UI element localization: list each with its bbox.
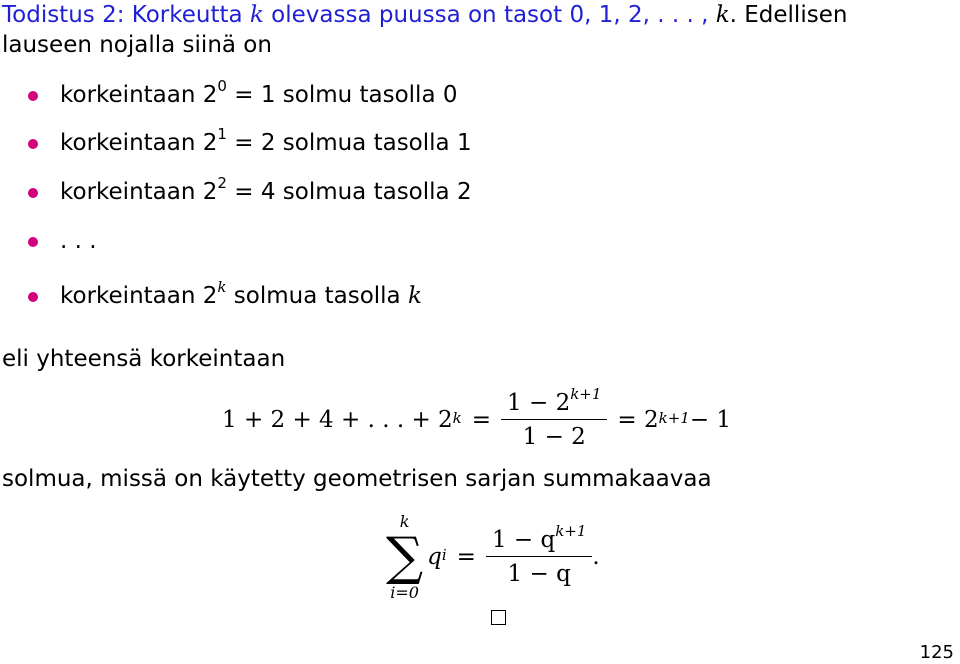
- intro-text-2: olevassa puussa on tasot 0, 1, 2, . . . ,: [271, 2, 709, 28]
- geometric-series-text: solmua, missä on käytetty geometrisen sarjan summakaavaa: [2, 466, 712, 492]
- sum-lower: i=0: [390, 583, 419, 602]
- var-k-end: k: [715, 2, 730, 28]
- intro-text-3: . Edellisen: [729, 2, 848, 28]
- bullet-icon: [28, 292, 38, 302]
- equation-sum: 1 + 2 + 4 + . . . + 2 $^k$ = $\frac{1 - 2^{k+1}}{1 - 2}$ = 2 $^{k+1}$ − 1: [222, 385, 732, 450]
- bullet-icon: [28, 139, 38, 149]
- bullet-item-2: korkeintaan $2^1 = 2$ solmua tasolla 1: [60, 125, 472, 156]
- qed-icon: [491, 610, 506, 625]
- intro-text-1: Korkeutta: [131, 2, 243, 28]
- sigma-icon: ∑: [386, 527, 424, 587]
- page-number: 125: [919, 642, 954, 663]
- bullet-icon: [28, 91, 38, 101]
- equation-geometric: k ∑ i=0 q $^i$ = $\frac{1 - q^{k+1}}{1 - q}$ .: [386, 512, 600, 602]
- proof-label: Todistus 2:: [2, 2, 125, 28]
- bullet-item-3: korkeintaan $2^2 = 4$ solmua tasolla 2: [60, 174, 472, 205]
- fraction: $\frac{1 - 2^{k+1}}{1 - 2}$: [501, 390, 607, 450]
- bullet-icon: [28, 188, 38, 198]
- fraction: $\frac{1 - q^{k+1}}{1 - q}$: [486, 527, 592, 587]
- total-text: eli yhteensä korkeintaan: [2, 346, 286, 372]
- bullet-item-5: korkeintaan 2$^k$ solmua tasolla k: [60, 278, 422, 309]
- var-k: k: [249, 2, 264, 28]
- intro-line-2: lauseen nojalla siinä on: [2, 32, 272, 58]
- bullet-item-1: korkeintaan $2^0 = 1$ solmu tasolla 0: [60, 77, 458, 108]
- bullet-icon: [28, 237, 38, 247]
- sum-upper: k: [399, 512, 410, 531]
- bullet-item-4: . . .: [60, 228, 97, 254]
- intro-line-1: [2, 2, 847, 28]
